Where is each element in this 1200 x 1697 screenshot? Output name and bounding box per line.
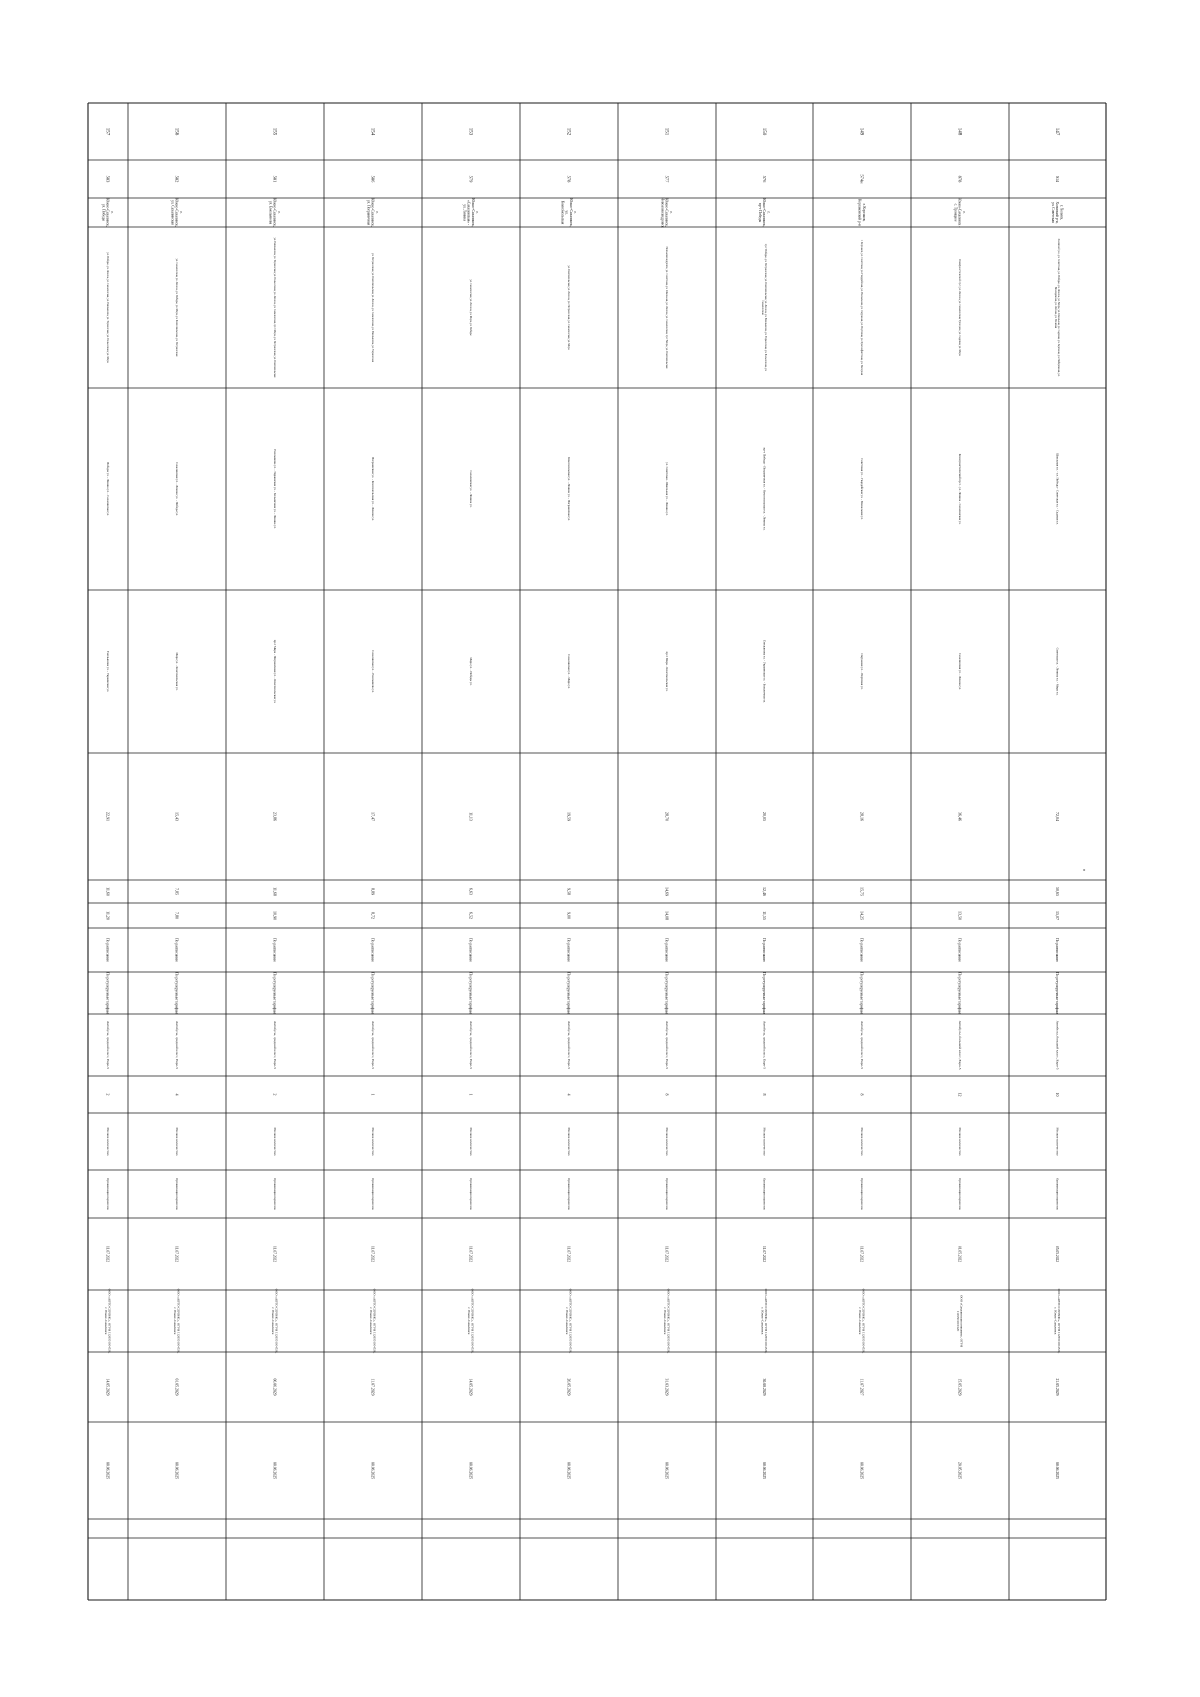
table-cell: Мелкое количество [859, 1127, 864, 1156]
table-cell: 581 [272, 175, 278, 183]
table-cell: По регулируемым тарифам [1055, 972, 1060, 1014]
table-cell: Мира ул. - Комсомольская ул. [174, 652, 179, 691]
table-cell: 583 [105, 175, 111, 183]
table-cell: ООО «АВТО СЕРВИС», ОГРН 1126501004530,г. Южно-Сахалинск [663, 1288, 671, 1354]
table-cell: Школьная ул. - ул. Победы - Советская ул. - Садовая ул. [1055, 453, 1060, 525]
table-cell: 14.05.2029 [468, 1378, 473, 1396]
table-cell: 586 [370, 175, 376, 183]
table-cell: 36,46 [957, 812, 963, 821]
table-cell: Автобусы, средний класс, Евро-5 [859, 1021, 864, 1069]
table-cell: Автобусы, средний класс, Евро-5 [174, 1021, 179, 1069]
table-cell: Автобусы, средний класс, Евро-5 [468, 1021, 473, 1069]
table-cell: Комсомольская ул. - Ленина ул. - Пограничная ул. [566, 457, 571, 521]
table-cell: Емельянова ул. - Украинская ул. - Больничная ул. - Ленина ул. [272, 449, 277, 529]
table-cell: ООО «АВТО СЕРВИС», ОГРН 1126501004530,г. Южно-Сахалинск [271, 1288, 279, 1354]
table-cell: 8,72 [370, 912, 376, 919]
table-cell: 11.07.2022 [272, 1245, 277, 1263]
table-cell: По регулируемым тарифам [105, 972, 110, 1014]
table-cell: ООО «АВТО СЕРВИС», ОГРН 1126501004530,г. Южно-Сахалинск [565, 1288, 573, 1354]
table-cell: 11.07.2022 [468, 1245, 473, 1263]
table-cell: Новоалександровск, ул. Советская, ул. Школьная, ул. Ленина, ул. Сахалинская, пр-т Мира, ул. Комсомольская [665, 246, 669, 369]
table-cell: По регулируемым тарифам [468, 972, 473, 1014]
table-cell: 21.05.2029 [1055, 1378, 1060, 1396]
table-cell: 7,80 [174, 912, 180, 919]
table-cell: 14,69 [664, 887, 670, 896]
table-cell: 08.06.2025 [859, 1461, 864, 1480]
table-cell: ООО «АВТО СЕРВИС», ОГРН 1126501004530,г. Южно-Сахалинск [369, 1288, 377, 1354]
table-cell: Сахалинская ул. - Емельянова ул. [370, 650, 375, 693]
table-cell: ул. Советская - Школьная ул. - Ленина ул. [664, 462, 669, 516]
table-cell: По расписанию [468, 938, 473, 962]
table-cell: 878 [957, 175, 963, 183]
table-cell: По расписанию [566, 938, 571, 962]
table-cell: 06.06.2029 [272, 1378, 277, 1396]
table-cell: 15,07 [1055, 911, 1061, 920]
table-cell: 15,43 [174, 812, 180, 821]
table-cell: 10 [1055, 1092, 1061, 1097]
table-cell: 20.05.2025 [957, 1461, 962, 1480]
table-cell: 11,13 [468, 812, 474, 821]
table-cell: По расписанию [859, 938, 864, 962]
table-cell: 157 [104, 127, 110, 136]
table-cell: Сахалинская ул. - Ленина ул. [957, 652, 962, 691]
table-cell: Советская ул. - Гвардейская ул. - Вокзальная ул. [859, 458, 864, 520]
table-cell: По регулируемым тарифам [957, 972, 962, 1014]
table-cell: По расписанию [370, 938, 375, 962]
table-cell: Организация перевозок [1055, 1178, 1060, 1210]
table-cell: Мелкое количество [664, 1127, 669, 1156]
table-cell: Организация перевозок [174, 1178, 179, 1210]
table-cell: 08.06.2025 [566, 1461, 571, 1480]
table-cell: 155 [271, 127, 277, 136]
table-cell: 4 [566, 1093, 572, 1096]
table-cell: Автобусы, средний класс, Евро-5 [762, 1021, 767, 1069]
table-cell: По регулируемым тарифам [370, 972, 375, 1014]
table-cell: 08.06.2025 [762, 1461, 767, 1480]
table-cell: 11.07.2022 [174, 1245, 179, 1263]
table-cell: 14,08 [664, 911, 670, 920]
table-cell: 8 [762, 1093, 768, 1096]
table-cell: По регулируемым тарифам [174, 972, 179, 1014]
table-cell: По расписанию [174, 938, 179, 962]
table-cell: 150 [760, 127, 766, 136]
table-cell: 582 [174, 175, 180, 183]
table-cell: г. Корсаков, ул. Советская, ул. Гвардейская, ул. Вокзальная, ул. Окружная, ул. Портовая, ул. Краснофлотская, ул. Нагорная [860, 239, 864, 376]
table-cell: 9,00 [566, 912, 572, 919]
table-cell: Мира ул. - Победы ул. [468, 657, 473, 686]
table-cell: 28,16 [859, 812, 865, 821]
table-cell: 11.07.2022 [664, 1245, 669, 1263]
table-cell: По расписанию [272, 938, 277, 962]
table-cell: ул. Пограничная, ул. Комсомольская, ул. Ленина, ул. Сахалинская, ул. Емельянова, ул. Украинская [371, 253, 375, 362]
table-cell: 8 [859, 1093, 865, 1096]
table-cell: 156 [173, 127, 179, 136]
table-cell: г.Южно-Сахалинск,ул. Пограничная [366, 198, 379, 227]
table-cell: 6,52 [468, 912, 474, 919]
table-cell: Организация перевозок [664, 1178, 669, 1210]
table-cell: 22,91 [105, 812, 111, 821]
table-cell: Организация перевозок [272, 1178, 277, 1210]
table-cell: По расписанию [957, 938, 962, 962]
table-cell: г.Южно-Сахалинск,ул. Победы [101, 198, 114, 227]
table-cell: Советская ул. - Ленина ул. - Мира ул. [1055, 647, 1060, 696]
table-cell: 579 [468, 175, 474, 183]
table-cell: 08.06.2025 [370, 1461, 375, 1480]
table-cell: 577 [664, 175, 670, 183]
table-cell: г.Южно-Сахалинск,ул. Сахалинская [170, 198, 183, 227]
table-cell: Мелкое количество [370, 1127, 375, 1156]
table-cell: г.Южно-Сахалинск,ул. Емельянова [268, 198, 281, 227]
table-cell: 15,75 [859, 887, 865, 896]
table-cell: По расписанию [664, 938, 669, 962]
table-cell: 01.05.2029 [174, 1378, 179, 1396]
table-cell: Сахалинская ул. - Ленина ул. [468, 470, 473, 508]
table-cell: 13,50 [957, 911, 963, 920]
table-cell: г.Южно-Сахалинск -с. Троицкое [953, 197, 966, 228]
table-cell: По регулируемым тарифам [664, 972, 669, 1014]
table-cell: 72,04 [1055, 812, 1061, 821]
table-cell: 578 [566, 175, 572, 183]
table-cell: Организация перевозок [566, 1178, 571, 1210]
table-cell: Мелкое количество [468, 1127, 473, 1156]
table-cell: 1 [468, 1093, 474, 1096]
table-cell: 11.07.2022 [859, 1245, 864, 1263]
table-cell: 11,60 [105, 887, 111, 896]
table-cell: ул. Сахалинская, ул. Ленина, ул. Победы, ул. Мира, ул. Комсомольская, ул. Пограничная [175, 258, 179, 357]
table-cell: 08.06.2025 [105, 1461, 110, 1480]
table-cell: 153 [467, 127, 473, 136]
table-cell: Мелкое количество [1055, 1127, 1060, 1156]
table-cell: 14,25 [859, 911, 865, 920]
table-cell: 151 [663, 127, 669, 136]
table-cell: По расписанию [1055, 938, 1060, 962]
table-cell: г.Южно-Сахалинск,Новоалександровск [660, 197, 673, 228]
table-grid [88, 103, 1106, 1600]
table-cell: Емельянова ул. - Украинская ул. - Больничная ул. [762, 639, 767, 704]
table-cell: 11.07.2022 [762, 1245, 767, 1263]
table-cell: Мелкое количество [105, 1127, 110, 1156]
table-cell: ул. Комсомольская, ул. Ленина, ул. Пограничная, ул. Сахалинская, ул. Мира [567, 265, 571, 350]
table-cell: Автобусы, средний класс, Евро-5 [664, 1021, 669, 1069]
table-cell: 08.06.2025 [1055, 1461, 1060, 1480]
table-cell: 11.07.2022 [105, 1245, 110, 1263]
table-cell: 15.05.2029 [957, 1378, 962, 1396]
table-cell: ООО «АВТО СЕРВИС», ОГРН 1126501004530,г. Южно-Сахалинск [173, 1288, 181, 1354]
table-cell: Мелкое количество [957, 1127, 962, 1156]
table-cell: 6,63 [468, 888, 474, 895]
table-cell: ООО «АВТО СЕРВИС», ОГРН 1126501004530,г. Южно-Сахалинск [467, 1288, 475, 1354]
table-cell: пр-т Победы - Пограничная ул. - Комсомольская ул. - Ленина ул. [762, 447, 767, 531]
table-cell: Автобусы, средний класс, Евро-5 [566, 1021, 571, 1069]
table-cell: 30.08.2029 [762, 1378, 767, 1396]
table-cell: г.Южно-Сахалинск,«Сахалинская» -ул. Ленина [462, 198, 479, 227]
table-cell: 20,05 [762, 812, 768, 821]
table-cell: Холмский р-н, ул. Советская, ул. Победы, ул. Ленина, ул. Мира, ул. Школьная, ул. Садовая, ул. Заречная, ул. Набережная, ул.Молодежная, ул. Лесная, ул. Полевая [1054, 238, 1061, 377]
table-cell: 17,47 [370, 812, 376, 821]
table-cell: 19,59 [566, 812, 572, 821]
table-cell: Сахалинская ул. - Мира ул. [566, 654, 571, 689]
table-cell: пр-т Победы, ул. Пограничная, ул. Комсомольская, ул. Ленина, ул. Емельянова, ул. Украинская, ул. Больничная, ул.Сахалинская [761, 243, 768, 372]
table-cell: Сахалинская ул. - Ленина ул. - Победы ул. [174, 462, 179, 516]
table-cell: Коммунистический пр-т - ул. Ленина - Сахалинская ул. [957, 453, 962, 525]
table-cell: Организация перевозок [859, 1178, 864, 1210]
table-cell: 7,85 [174, 888, 180, 895]
table-cell: 23,86 [272, 812, 278, 821]
table-cell: 4 [174, 1093, 180, 1096]
table-cell: г. Холмск,Холмский р-н,ул. Советская [1051, 201, 1064, 224]
table-cell: ул. Победы, ул. Ленина, ул. Сахалинская, ул. Емельянова, ул. Украинская, ул. Больничная, ул. Мира [106, 252, 110, 363]
table-cell: 11.07.2029 [370, 1378, 375, 1396]
table-cell: 11.07.2022 [370, 1245, 375, 1263]
table-cell: 154 [369, 127, 375, 136]
table-cell: Автобусы, большой класс, Евро-5 [1055, 1020, 1060, 1070]
table-cell: Окружная ул. - Портовая ул. [859, 653, 864, 690]
table-cell: Автобусы, средний класс, Евро-5 [272, 1021, 277, 1069]
table-cell: Sl4 [1054, 175, 1060, 183]
table-cell: Мелкое количество [762, 1127, 767, 1156]
table-cell: Организация перевозок [468, 1178, 473, 1210]
table-cell: 08.06.2025 [468, 1461, 473, 1480]
table-cell: 08.06.2025 [174, 1461, 179, 1480]
table-cell: г.Южно-Сахалинск,пр-т Победы [758, 198, 771, 227]
table-cell: Емельянова ул. - Украинская ул. [105, 650, 110, 693]
table-cell: 12,46 [762, 887, 768, 896]
table-cells [102, 128, 1064, 1479]
table-cell: Организация перевозок [370, 1178, 375, 1210]
table-cell: 148 [956, 127, 962, 136]
table-cell: 149 [858, 127, 864, 136]
table-cell: 11.07.2022 [566, 1245, 571, 1263]
table-cell: ООО «Сахалинская компания», ОГРН1116501000120 [956, 1295, 964, 1347]
table-cell: Мелкое количество [566, 1127, 571, 1156]
table-cell: По регулируемым тарифам [272, 972, 277, 1014]
table-cell: 147 [1053, 127, 1059, 136]
table-cell: Автобусы, средний класс, Евро-5 [105, 1021, 110, 1069]
table-cell: 1 [370, 1093, 376, 1096]
table-cell: Автобусы, большой класс, Евро-5 [957, 1020, 962, 1070]
table-cell: 08.06.2025 [664, 1461, 669, 1480]
table-cell: 152 [565, 127, 571, 136]
table-cell: 01.05.2022 [957, 1245, 962, 1263]
table-cell: 12 [957, 1092, 963, 1097]
table-cell: ул. Емельянова, ул. Украинская, ул. Больничная, ул. Ленина, ул. Сахалинская, пр-т Мира, ул. Пограничная, ул. Комсомольская [273, 237, 277, 378]
table-cell: 9,58 [566, 888, 572, 895]
table-cell: 31.03.2029 [664, 1378, 669, 1396]
table-cell: 05.05.2022 [1055, 1245, 1060, 1263]
table-cell: пр-т Мира - Комсомольская ул. [664, 651, 669, 692]
table-cell: 50,65 [1055, 887, 1061, 896]
table-cell: По регулируемым тарифам [762, 972, 767, 1014]
table-cell: г.Южно-Сахалинск,ул.Комсомольская [560, 198, 577, 227]
table-cell: Победы ул. - Ленина ул. - Сахалинская ул. [105, 462, 110, 516]
table-cell: Мелкое количество [174, 1127, 179, 1156]
table-cell: 11.07.2027 [859, 1378, 864, 1396]
table-cell: г. Корсаков,Корсаковский р-н [857, 198, 866, 227]
table-cell: 10,90 [272, 911, 278, 920]
table-cell: По расписанию [762, 938, 767, 962]
table-cell: 11,55 [762, 911, 768, 920]
table-cell: 576 [761, 175, 767, 183]
table-cell: 11,68 [272, 887, 278, 896]
table-cell: Автобусы, средний класс, Евро-5 [370, 1021, 375, 1069]
table-cell: Организация перевозок [957, 1178, 962, 1210]
table-cell: Пограничная ул. - Комсомольская ул. - Ленина ул. [370, 457, 375, 521]
table-cell: Мелкое количество [272, 1127, 277, 1156]
stray-mark: ° [1083, 869, 1086, 875]
table-cell: По регулируемым тарифам [859, 972, 864, 1014]
table-cell: 8 [664, 1093, 670, 1096]
table-cell: Коммунистический пр-т, ул. Ленина, ул. Сахалинская, Троицкое, ул. Садовая, ул. Мира [958, 259, 962, 356]
table-cell: ООО «АВТО СЕРВИС», ОГРН 1126501004530,г. Южно-Сахалинск [760, 1288, 769, 1354]
table-cell: ООО «АВТО СЕРВИС», ОГРН 1126501004530,г. Южно-Сахалинск [104, 1288, 112, 1354]
table-cell: Организация перевозок [762, 1178, 767, 1210]
table-cell: 2 [105, 1093, 111, 1096]
table-cell: ООО «АВТО СЕРВИС», ОГРН 1126501004530,г. Южно-Сахалинск [1053, 1288, 1062, 1354]
table-cell: 11,20 [105, 911, 111, 920]
table-cell: Организация перевозок [105, 1178, 110, 1210]
table-cell: 574и [859, 174, 865, 184]
table-cell: 08.06.2025 [272, 1461, 277, 1480]
table-cell: По расписанию [105, 938, 110, 962]
table-cell: 28,70 [664, 812, 670, 821]
table-cell: пр-т Мира - Пограничная ул. - Комсомольская ул. [272, 639, 277, 704]
table-cell: ул. Сахалинская, ул. Ленина, ул. Мира, ул. Победы [469, 279, 473, 336]
table-cell: 14.05.2029 [105, 1378, 110, 1396]
table-cell: 26.05.2029 [566, 1378, 571, 1396]
table-cell: По регулируемым тарифам [566, 972, 571, 1014]
table-cell: 2 [272, 1093, 278, 1096]
table-cell: ООО «АВТО СЕРВИС», ОГРН 1126501004530,г. Южно-Сахалинск [858, 1288, 866, 1354]
table-cell: 8,89 [370, 888, 376, 895]
